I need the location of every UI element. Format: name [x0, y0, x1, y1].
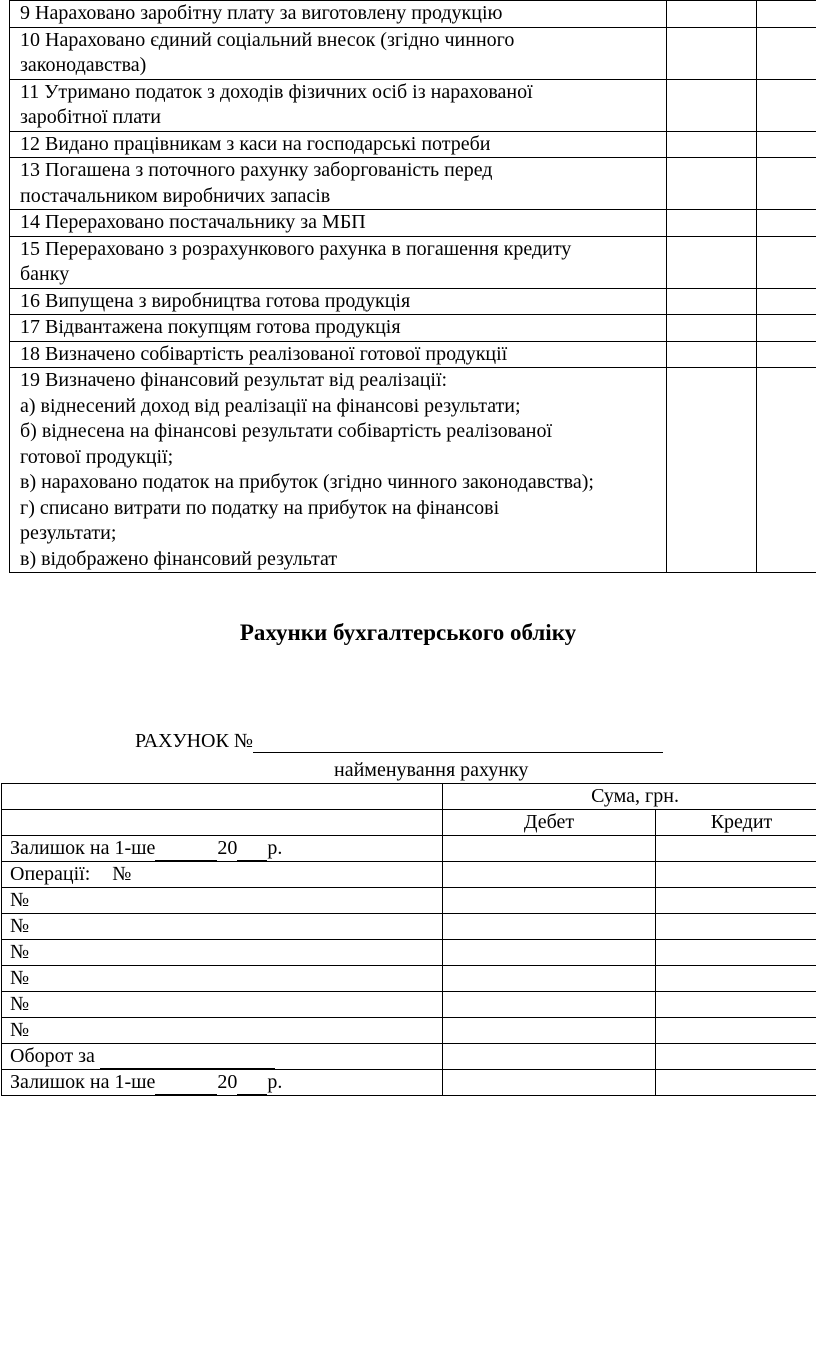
operation-debit-cell[interactable]	[443, 1018, 656, 1044]
debit-account-cell[interactable]	[667, 368, 757, 573]
operation-entry-row	[10, 158, 816, 210]
operation-text-line: 18 Визначено собівартість реалізованої готової продукції	[20, 342, 508, 365]
operation-debit-cell[interactable]	[443, 862, 656, 888]
operation-debit-cell[interactable]	[443, 966, 656, 992]
closing-credit-cell[interactable]	[656, 1070, 816, 1096]
debit-account-cell[interactable]	[667, 341, 757, 368]
closing-balance-row	[2, 1070, 816, 1096]
operation-text-line: результати;	[20, 522, 117, 544]
credit-account-cell[interactable]	[757, 236, 816, 288]
operation-credit-cell[interactable]	[656, 992, 816, 1018]
sum-header: Сума, грн.	[443, 784, 816, 810]
ledger-table	[1, 783, 816, 1096]
operation-text-line: готової продукції;	[20, 445, 174, 468]
credit-header: Кредит	[656, 810, 816, 836]
closing-balance-label	[2, 1070, 443, 1096]
opening-debit-cell[interactable]	[443, 836, 656, 862]
credit-account-cell[interactable]	[757, 210, 816, 237]
credit-account-cell[interactable]	[757, 288, 816, 315]
operation-description	[10, 288, 667, 315]
credit-account-cell[interactable]	[757, 79, 816, 131]
closing-suffix: р.	[267, 1071, 283, 1093]
operation-entry-row	[10, 236, 816, 288]
closing-debit-cell[interactable]	[443, 1070, 656, 1096]
turnover-label	[2, 1044, 443, 1070]
account-label: РАХУНОК №	[135, 730, 253, 752]
operation-row	[2, 1018, 816, 1044]
credit-account-cell[interactable]	[757, 315, 816, 342]
debit-header: Дебет	[443, 810, 656, 836]
ledger-header-row	[2, 784, 816, 810]
operation-description	[10, 27, 667, 79]
operation-entry-row	[10, 131, 816, 158]
operations-body	[10, 1, 816, 573]
operation-credit-cell[interactable]	[656, 1018, 816, 1044]
operations-label-text: Операції:	[10, 863, 91, 885]
operation-text-line: 15 Перераховано з розрахункового рахунка в погашення кредиту	[20, 237, 572, 260]
operation-entry-row	[10, 210, 816, 237]
operations-table	[9, 0, 816, 573]
operation-text-line: г) списано витрати по податку на прибуток на фінансові	[20, 496, 500, 519]
operation-description	[10, 131, 667, 158]
opening-year-blank[interactable]	[237, 840, 267, 861]
operation-number: №	[2, 992, 443, 1018]
operation-text-line: в) нараховано податок на прибуток (згідно чинного законодавства);	[20, 471, 594, 493]
account-name-caption: найменування рахунку	[334, 759, 529, 781]
operation-credit-cell[interactable]	[656, 914, 816, 940]
credit-account-cell[interactable]	[757, 1, 816, 28]
operation-entry-row	[10, 368, 816, 573]
operation-credit-cell[interactable]	[656, 862, 816, 888]
operation-description	[10, 368, 667, 573]
operation-text-line: банку	[20, 263, 70, 285]
operation-row	[2, 966, 816, 992]
operation-description	[10, 158, 667, 210]
operation-credit-cell[interactable]	[656, 940, 816, 966]
operation-number: №	[2, 940, 443, 966]
opening-date-blank[interactable]	[155, 840, 217, 861]
opening-suffix: р.	[267, 837, 283, 859]
operation-entry-row	[10, 315, 816, 342]
turnover-row	[2, 1044, 816, 1070]
operation-number: №	[2, 966, 443, 992]
operation-text-line: 9 Нараховано заробітну плату за виготовлену продукцію	[20, 2, 503, 24]
operation-entry-row	[10, 341, 816, 368]
operation-credit-cell[interactable]	[656, 888, 816, 914]
operation-description	[10, 236, 667, 288]
operation-text-line: в) відображено фінансовий результат	[20, 547, 338, 570]
operation-credit-cell[interactable]	[656, 966, 816, 992]
credit-account-cell[interactable]	[757, 131, 816, 158]
credit-account-cell[interactable]	[757, 341, 816, 368]
operation-text-line: 10 Нараховано єдиний соціальний внесок (згідно чинного	[20, 28, 515, 51]
closing-year: 20	[217, 1071, 238, 1093]
operation-debit-cell[interactable]	[443, 940, 656, 966]
operation-debit-cell[interactable]	[443, 888, 656, 914]
ledger-subheader-row	[2, 810, 816, 836]
ledger-header-blank	[2, 784, 443, 810]
operation-text-line: а) віднесений доход від реалізації на фінансові результати;	[20, 394, 521, 417]
operation-number: №	[2, 914, 443, 940]
turnover-credit-cell[interactable]	[656, 1044, 816, 1070]
closing-prefix: Залишок на 1-ше	[10, 1071, 156, 1093]
operations-row	[2, 862, 816, 888]
operation-entry-row	[10, 79, 816, 131]
debit-account-cell[interactable]	[667, 158, 757, 210]
debit-account-cell[interactable]	[667, 27, 757, 79]
section-title: Рахунки бухгалтерського обліку	[239, 620, 577, 645]
credit-account-cell[interactable]	[757, 27, 816, 79]
closing-date-blank[interactable]	[155, 1074, 217, 1095]
operation-description	[10, 1, 667, 28]
operation-debit-cell[interactable]	[443, 914, 656, 940]
operation-entry-row	[10, 288, 816, 315]
debit-account-cell[interactable]	[667, 210, 757, 237]
turnover-period-blank[interactable]	[100, 1048, 275, 1069]
turnover-debit-cell[interactable]	[443, 1044, 656, 1070]
account-number-line	[135, 730, 663, 753]
operation-text-line: законодавства)	[20, 54, 147, 76]
ledger-subheader-blank	[2, 810, 443, 836]
operation-text-line: 11 Утримано податок з доходів фізичних осіб із нарахованої	[20, 80, 533, 103]
turnover-text: Оборот за	[10, 1045, 95, 1067]
operation-description	[10, 315, 667, 342]
credit-account-cell[interactable]	[757, 158, 816, 210]
operation-text-line: 13 Погашена з поточного рахунку заборгованість перед	[20, 159, 493, 181]
operation-row	[2, 940, 816, 966]
operation-text-line: 16 Випущена з виробництва готова продукція	[20, 289, 411, 312]
operation-number: №	[2, 1018, 443, 1044]
operation-text-line: постачальником виробничих запасів	[20, 184, 331, 207]
debit-account-cell[interactable]	[667, 79, 757, 131]
operation-entry-row	[10, 1, 816, 28]
operation-text-line: 17 Відвантажена покупцям готова продукція	[20, 316, 401, 338]
operation-number: №	[112, 863, 132, 885]
operation-row	[2, 888, 816, 914]
opening-year: 20	[217, 837, 238, 859]
operation-text-line: заробітної плати	[20, 106, 161, 128]
account-number-field[interactable]	[253, 730, 663, 753]
operation-text-line: 12 Видано працівникам з каси на господарські потреби	[20, 132, 491, 155]
opening-credit-cell[interactable]	[656, 836, 816, 862]
operation-description	[10, 210, 667, 237]
operation-number: №	[2, 888, 443, 914]
operation-description	[10, 341, 667, 368]
debit-account-cell[interactable]	[667, 131, 757, 158]
operations-label	[2, 862, 443, 888]
operation-entry-row	[10, 27, 816, 79]
debit-account-cell[interactable]	[667, 288, 757, 315]
debit-account-cell[interactable]	[667, 315, 757, 342]
operation-row	[2, 992, 816, 1018]
closing-year-blank[interactable]	[237, 1074, 267, 1095]
operation-row	[2, 914, 816, 940]
credit-account-cell[interactable]	[757, 368, 816, 573]
operation-text-line: 14 Перераховано постачальнику за МБП	[20, 211, 366, 233]
operation-description	[10, 79, 667, 131]
debit-account-cell[interactable]	[667, 1, 757, 28]
debit-account-cell[interactable]	[667, 236, 757, 288]
operation-text-line: б) віднесена на фінансові результати собівартість реалізованої	[20, 420, 553, 442]
operation-text-line: 19 Визначено фінансовий результат від реалізації:	[20, 369, 448, 391]
operation-debit-cell[interactable]	[443, 992, 656, 1018]
opening-prefix: Залишок на 1-ше	[10, 837, 156, 859]
opening-balance-row	[2, 836, 816, 862]
opening-balance-label	[2, 836, 443, 862]
